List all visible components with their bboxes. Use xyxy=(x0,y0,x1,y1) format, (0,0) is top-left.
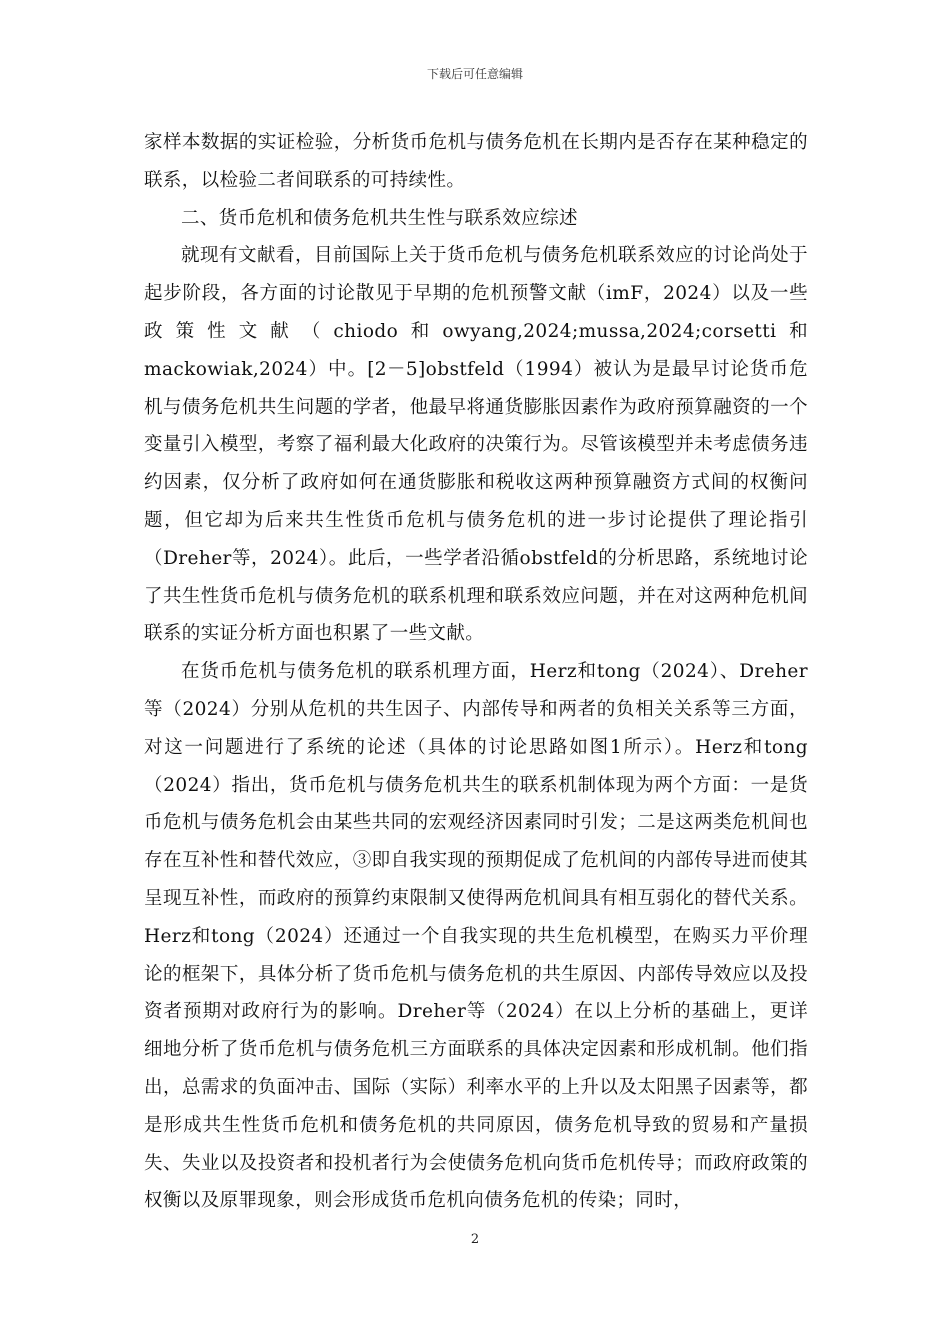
section-heading: 二、货币危机和债务危机共生性与联系效应综述 xyxy=(181,207,578,229)
paragraph-literature-review: 就现有文献看，目前国际上关于货币危机与债务危机联系效应的讨论尚处于起步阶段，各方面的讨论散见于早期的危机预警文献（imF，2024）以及一些政策性文献（chiodo和owyang,2024;mussa,2024;corsetti和mackowiak,2024）中。[2－5]obstfeld（1994）被认为是最早讨论货币危机与债务危机共生问题的学者，他最早将通货膨胀因素作为政府预算融资的一个变量引入模型，考察了福利最大化政府的决策行为。尽管该模型并未考虑债务违约因素，仅分析了政府如何在通货膨胀和税收这两种预算融资方式间的权衡问题，但它却为后来共生性货币危机与债务危机的进一步讨论提供了理论指引（Dreher等，2024）。此后，一些学者沿循obstfeld的分析思路，系统地讨论了共生性货币危机与债务危机的联系机理和联系效应问题，并在对这两种危机间联系的实证分析方面也积累了一些文献。 xyxy=(144,245,808,645)
document-body xyxy=(144,124,808,1220)
page-header: 下载后可任意编辑 xyxy=(426,67,523,81)
paragraph-continuation: 家样本数据的实证检验，分析货币危机与债务危机在长期内是否存在某种稳定的联系，以检验二者间联系的可持续性。 xyxy=(144,132,808,191)
paragraph-linkage-mechanism: 在货币危机与债务危机的联系机理方面，Herz和tong（2024）、Dreher等（2024）分别从危机的共生因子、内部传导和两者的负相关关系等三方面，对这一问题进行了系统的论述（具体的讨论思路如图1所示）。Herz和tong（2024）指出，货币危机与债务危机共生的联系机制体现为两个方面：一是货币危机与债务危机会由某些共同的宏观经济因素同时引发；二是这两类危机间也存在互补性和替代效应，③即自我实现的预期促成了危机间的内部传导进而使其呈现互补性，而政府的预算约束限制又使得两危机间具有相互弱化的替代关系。Herz和tong（2024）还通过一个自我实现的共生危机模型，在购买力平价理论的框架下，具体分析了货币危机与债务危机的共生原因、内部传导效应以及投资者预期对政府行为的影响。Dreher等（2024）在以上分析的基础上，更详细地分析了货币危机与债务危机三方面联系的具体决定因素和形成机制。他们指出，总需求的负面冲击、国际（实际）利率水平的上升以及太阳黑子因素等，都是形成共生性货币危机和债务危机的共同原因，债务危机导致的贸易和产量损失、失业以及投资者和投机者行为会使债务危机向货币危机传导；而政府政策的权衡以及原罪现象，则会形成货币危机向债务危机的传染；同时， xyxy=(144,661,808,1212)
page-number: 2 xyxy=(470,1232,480,1247)
